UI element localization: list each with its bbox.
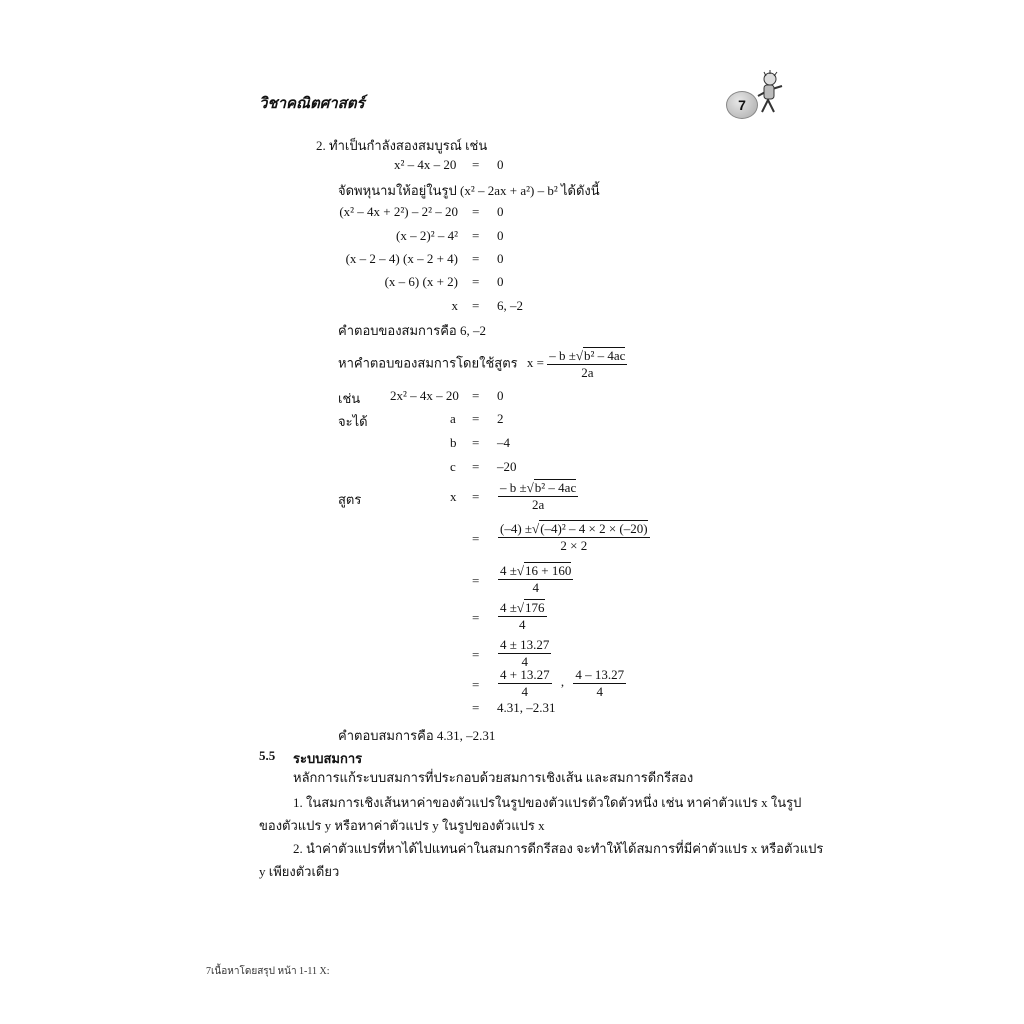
- step-den: 4: [519, 617, 526, 632]
- split-b-den: 4: [596, 684, 603, 699]
- step2-line-lhs: (x – 6) (x + 2): [384, 274, 458, 289]
- split-a-den: 4: [521, 684, 529, 699]
- step-num: 4 ± 13.27: [500, 637, 550, 652]
- subject-title: วิชาคณิตศาสตร์: [259, 96, 365, 112]
- equals-sign: =: [472, 647, 480, 662]
- mascot-icon: [754, 70, 790, 116]
- step2-line-lhs: (x – 2)² – 4²: [396, 228, 458, 243]
- formula-intro-line: [338, 348, 627, 381]
- eq0-rhs: 0: [497, 157, 504, 172]
- step-num-prefix: 4 ±: [500, 600, 517, 615]
- section-point1-line2: ของตัวแปร y หรือหาค่าตัวแปร y ในรูปของตัวแปร x: [259, 818, 545, 833]
- equals-sign: =: [472, 298, 480, 313]
- split-separator: ,: [560, 674, 565, 690]
- equals-sign: =: [472, 489, 480, 504]
- step2-line-rhs: 0: [497, 274, 504, 289]
- formula-num-root: b² – 4ac: [534, 480, 577, 495]
- equals-sign: =: [472, 700, 480, 715]
- step2-line-lhs: (x – 2 – 4) (x – 2 + 4): [345, 251, 458, 266]
- coeff-name: a: [450, 411, 456, 426]
- step2-line-lhs: (x² – 4x + 2²) – 2² – 20: [339, 204, 458, 219]
- formula-answer: คำตอบสมการคือ 4.31, –2.31: [338, 728, 496, 743]
- formula-den: 2a: [581, 365, 594, 380]
- quadratic-formula: $\frac{\text{– b ±√b² – 4ac}}{2a}$: [549, 348, 626, 380]
- step-den: 4: [521, 654, 528, 669]
- equals-sign: =: [472, 157, 480, 172]
- step2-answer: คำตอบของสมการคือ 6, –2: [338, 323, 486, 338]
- section-point2-line2: y เพียงตัวเดียว: [259, 864, 340, 879]
- formula-den: 2a: [531, 497, 545, 512]
- get-label: จะได้: [338, 414, 368, 429]
- equals-sign: =: [472, 531, 480, 546]
- step-num-prefix: (–4) ±: [500, 521, 533, 536]
- equals-sign: =: [472, 204, 480, 219]
- formula-num-prefix: – b ±: [549, 348, 576, 363]
- formula-num-prefix: – b ±: [500, 480, 527, 495]
- step2-line-rhs: 0: [497, 228, 504, 243]
- coeff-value: –4: [497, 435, 510, 450]
- footer-note: 7เนื้อหาโดยสรุป หน้า 1-11 X:: [206, 966, 330, 977]
- step-num-root: (–4)² – 4 × 2 × (–20): [540, 521, 648, 536]
- step-den: 2 × 2: [560, 538, 588, 553]
- step2-line-rhs: 0: [497, 204, 504, 219]
- formula-x-eq: x =: [526, 355, 544, 371]
- step-num-root: 176: [525, 600, 545, 615]
- formula-fraction: $\frac{\text{– b ±√b² – 4ac}}{2a}$: [500, 480, 577, 512]
- coeff-name: b: [450, 435, 457, 450]
- step-num-root: 16 + 160: [525, 563, 572, 578]
- section-point2-line1: 2. นำค่าตัวแปรที่หาได้ไปแทนค่าในสมการดีกรีสอง จะทำให้ได้สมการที่มีค่าตัวแปร x หรือตัวแปร: [293, 841, 824, 856]
- substitution-step: $\frac{4 \pm√16 + 160}{4}$: [500, 563, 572, 595]
- final-values: 4.31, –2.31: [497, 700, 556, 715]
- substitution-step: $\frac{\text{(–4) ±√(–4)² – 4 × 2 × (–20)}}{2 \times 2}$: [500, 521, 648, 553]
- step2-line-lhs: x: [451, 298, 458, 313]
- coeff-value: 2: [497, 411, 504, 426]
- coeff-value: –20: [497, 459, 517, 474]
- formula-label: สูตร: [338, 492, 362, 507]
- equals-sign: =: [472, 274, 480, 289]
- split-a-num: 4 + 13.27: [500, 667, 550, 682]
- section-number: 5.5: [259, 748, 276, 763]
- equals-sign: =: [472, 573, 480, 588]
- step2-line-rhs: 6, –2: [497, 298, 523, 313]
- example-label: เช่น: [338, 391, 361, 406]
- coeff-name: c: [450, 459, 456, 474]
- step-num-prefix: 4 ±: [500, 563, 517, 578]
- split-b-num: 4 – 13.27: [575, 667, 625, 682]
- equals-sign: =: [472, 388, 480, 403]
- step2-note: จัดพหุนามให้อยู่ในรูป (x² – 2ax + a²) – b² ได้ดังนี้: [338, 183, 600, 198]
- equals-sign: =: [472, 610, 480, 625]
- formula-x-var: x: [450, 489, 457, 504]
- substitution-step: [498, 637, 551, 670]
- formula-intro: หาคำตอบของสมการโดยใช้สูตร: [338, 355, 518, 371]
- example-rhs: 0: [497, 388, 504, 403]
- example-equation: 2x² – 4x – 20: [390, 388, 459, 403]
- step2-line-rhs: 0: [497, 251, 504, 266]
- step2-heading: 2. ทำเป็นกำลังสองสมบูรณ์ เช่น: [316, 138, 488, 153]
- equals-sign: =: [472, 251, 480, 266]
- section-intro: หลักการแก้ระบบสมการที่ประกอบด้วยสมการเชิงเส้น และสมการดีกรีสอง: [293, 770, 694, 785]
- step-den: 4: [532, 580, 539, 595]
- section-point1-line1: 1. ในสมการเชิงเส้นหาค่าของตัวแปรในรูปของตัวแปรตัวใดตัวหนึ่ง เช่น หาค่าตัวแปร x ในรูป: [293, 795, 802, 810]
- equals-sign: =: [472, 228, 480, 243]
- equals-sign: =: [472, 435, 480, 450]
- formula-num-root: b² – 4ac: [584, 348, 626, 363]
- equals-sign: =: [472, 677, 480, 692]
- equals-sign: =: [472, 411, 480, 426]
- substitution-step: $\frac{4 \pm√176}{4}$: [500, 600, 545, 632]
- section-title: ระบบสมการ: [293, 751, 363, 766]
- equals-sign: =: [472, 459, 480, 474]
- page-number-badge: 7: [726, 91, 758, 119]
- eq0-lhs: x² – 4x – 20: [394, 157, 457, 172]
- split-solutions: [498, 667, 626, 700]
